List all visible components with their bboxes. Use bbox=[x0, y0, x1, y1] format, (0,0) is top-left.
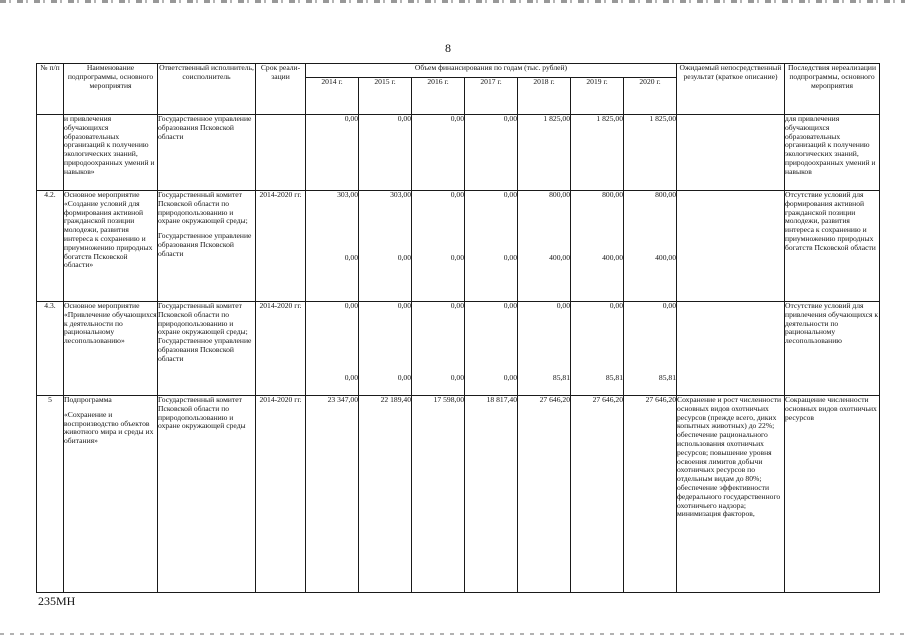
row-name: Основное мероприятие «Привлечение обучающихся к деятельности по рациональному лесопользованию» bbox=[64, 302, 158, 396]
row-value: 0,00 bbox=[450, 190, 464, 199]
header-financing: Объем финансирования по годам (тыс. рублей) bbox=[306, 64, 677, 78]
subprogram-title: Подпрограмма bbox=[64, 395, 112, 404]
row-consequences: Сокращение численности основных видов охотничьих ресурсов bbox=[785, 396, 880, 593]
row-value: 85,81 bbox=[605, 372, 623, 382]
row-value: 23 347,00 bbox=[306, 396, 359, 593]
row-result: Сохранение и рост численности основных видов охотничьих ресурсов (прежде всего, диких копытных животных) до 22%; обеспечение рационального использования охотничьих ресурсов; повышение уровня освоения лимитов добычи охотничьих ресурсов по отдельным видам до 80%; обеспечение эффективности федерального государственного охотничьего надзора; минимизация факторов, bbox=[677, 396, 785, 593]
responsible-item: Государственное управление образования Псковской области bbox=[158, 231, 252, 258]
row-value: 1 825,00 bbox=[624, 115, 677, 191]
row-value: 22 189,40 bbox=[359, 396, 412, 593]
header-consequences: Последствия нереализации подпрограммы, основного мероприятия bbox=[785, 64, 880, 115]
row-value: 0,00 bbox=[503, 252, 517, 262]
header-year: 2018 г. bbox=[518, 78, 571, 115]
row-value: 800,00 bbox=[655, 190, 676, 199]
row-responsible bbox=[158, 191, 256, 302]
row-value-cell bbox=[624, 302, 677, 396]
row-value: 0,00 bbox=[465, 115, 518, 191]
subprogram-name: «Сохранение и воспроизводство объектов животного мира и среды их обитания» bbox=[64, 409, 154, 446]
page-number: 8 bbox=[445, 41, 451, 55]
row-value: 303,00 bbox=[337, 190, 358, 199]
row-value: 0,00 bbox=[412, 115, 465, 191]
row-value: 85,81 bbox=[658, 372, 676, 382]
row-value-cell bbox=[359, 302, 412, 396]
row-value-cell bbox=[412, 302, 465, 396]
row-value: 27 646,20 bbox=[518, 396, 571, 593]
row-value-cell bbox=[518, 302, 571, 396]
row-result bbox=[677, 115, 785, 191]
header-year: 2020 г. bbox=[624, 78, 677, 115]
row-value: 303,00 bbox=[390, 190, 411, 199]
header-responsible: Ответственный исполнитель, соисполнитель bbox=[158, 64, 256, 115]
row-responsible: Государственный комитет Псковской области по природопользованию и охране окружающей среды; Государственное управление образования Псковской области bbox=[158, 302, 256, 396]
row-number: 4.2. bbox=[37, 191, 64, 302]
row-result bbox=[677, 302, 785, 396]
row-value: 0,00 bbox=[397, 252, 411, 262]
row-value: 0,00 bbox=[450, 301, 464, 310]
header-no: № п/п bbox=[37, 64, 64, 115]
row-value: 0,00 bbox=[503, 301, 517, 310]
row-value: 0,00 bbox=[306, 115, 359, 191]
row-value: 0,00 bbox=[344, 301, 358, 310]
row-value-cell bbox=[306, 302, 359, 396]
row-value-cell bbox=[306, 191, 359, 302]
row-value: 27 646,20 bbox=[571, 396, 624, 593]
row-result bbox=[677, 191, 785, 302]
row-consequences: для привлечения обучающихся образовательных организаций к получению экологических знаний, природоохранных умений и навыков bbox=[785, 115, 880, 191]
row-value: 0,00 bbox=[556, 301, 570, 310]
row-value: 0,00 bbox=[344, 372, 358, 382]
row-value: 17 598,00 bbox=[412, 396, 465, 593]
row-term: 2014-2020 гг. bbox=[256, 191, 306, 302]
row-responsible: Государственное управление образования Псковской области bbox=[158, 115, 256, 191]
row-value: 0,00 bbox=[344, 252, 358, 262]
row-value: 800,00 bbox=[549, 190, 570, 199]
row-value: 27 646,20 bbox=[624, 396, 677, 593]
row-value: 0,00 bbox=[397, 301, 411, 310]
row-number bbox=[37, 115, 64, 191]
row-value-cell bbox=[571, 302, 624, 396]
row-value: 0,00 bbox=[503, 190, 517, 199]
row-consequences: Отсутствие условий для привлечения обучающихся к деятельности по рациональному лесопользованию bbox=[785, 302, 880, 396]
row-value: 400,00 bbox=[655, 252, 676, 262]
row-value: 1 825,00 bbox=[518, 115, 571, 191]
row-value-cell bbox=[465, 191, 518, 302]
header-row bbox=[37, 64, 880, 78]
row-number: 4.3. bbox=[37, 302, 64, 396]
header-name: Наименование подпрограммы, основного мероприятия bbox=[64, 64, 158, 115]
header-year: 2016 г. bbox=[412, 78, 465, 115]
row-value: 0,00 bbox=[503, 372, 517, 382]
row-consequences: Отсутствие условий для формирования активной гражданской позиции молодежи, развития интереса к сохранению и приумножению природных богатств Псковской области bbox=[785, 191, 880, 302]
row-value: 800,00 bbox=[602, 190, 623, 199]
row-term: 2014-2020 гг. bbox=[256, 396, 306, 593]
row-value: 0,00 bbox=[450, 372, 464, 382]
row-value-cell bbox=[465, 302, 518, 396]
document-code: 235МН bbox=[38, 594, 76, 608]
row-number: 5 bbox=[37, 396, 64, 593]
row-value-cell bbox=[412, 191, 465, 302]
scan-edge-top bbox=[0, 0, 905, 3]
header-term: Срок реали-зации bbox=[256, 64, 306, 115]
financing-table bbox=[36, 63, 880, 593]
row-value: 18 817,40 bbox=[465, 396, 518, 593]
row-value: 85,81 bbox=[552, 372, 570, 382]
header-year: 2015 г. bbox=[359, 78, 412, 115]
row-term: 2014-2020 гг. bbox=[256, 302, 306, 396]
row-value-cell bbox=[518, 191, 571, 302]
row-value: 400,00 bbox=[549, 252, 570, 262]
responsible-item: Государственный комитет Псковской области по природопользованию и охране окружающей среды; bbox=[158, 190, 248, 226]
row-name: Основное мероприятие «Создание условий для формирования активной гражданской позиции молодежи, развития интереса к сохранению и приумножению природных богатств Псковской области» bbox=[64, 191, 158, 302]
table-row bbox=[37, 302, 880, 396]
row-value-cell bbox=[571, 191, 624, 302]
table-row bbox=[37, 396, 880, 593]
table-row bbox=[37, 115, 880, 191]
row-responsible: Государственный комитет Псковской области по природопользованию и охране окружающей среды bbox=[158, 396, 256, 593]
row-value: 0,00 bbox=[450, 252, 464, 262]
row-value: 0,00 bbox=[397, 372, 411, 382]
header-year: 2014 г. bbox=[306, 78, 359, 115]
row-value: 400,00 bbox=[602, 252, 623, 262]
row-value: 0,00 bbox=[662, 301, 676, 310]
header-result: Ожидаемый непосредственный результат (краткое описание) bbox=[677, 64, 785, 115]
row-value-cell bbox=[359, 191, 412, 302]
row-term bbox=[256, 115, 306, 191]
scan-edge-bottom bbox=[0, 633, 905, 635]
header-year: 2017 г. bbox=[465, 78, 518, 115]
row-value: 0,00 bbox=[359, 115, 412, 191]
table-row bbox=[37, 191, 880, 302]
row-value: 0,00 bbox=[609, 301, 623, 310]
row-value-cell bbox=[624, 191, 677, 302]
row-value: 1 825,00 bbox=[571, 115, 624, 191]
row-name bbox=[64, 396, 158, 593]
header-year: 2019 г. bbox=[571, 78, 624, 115]
row-name: и привлечения обучающихся образовательных организаций к получению экологических знаний, природоохранных умений и навыков» bbox=[64, 115, 158, 191]
